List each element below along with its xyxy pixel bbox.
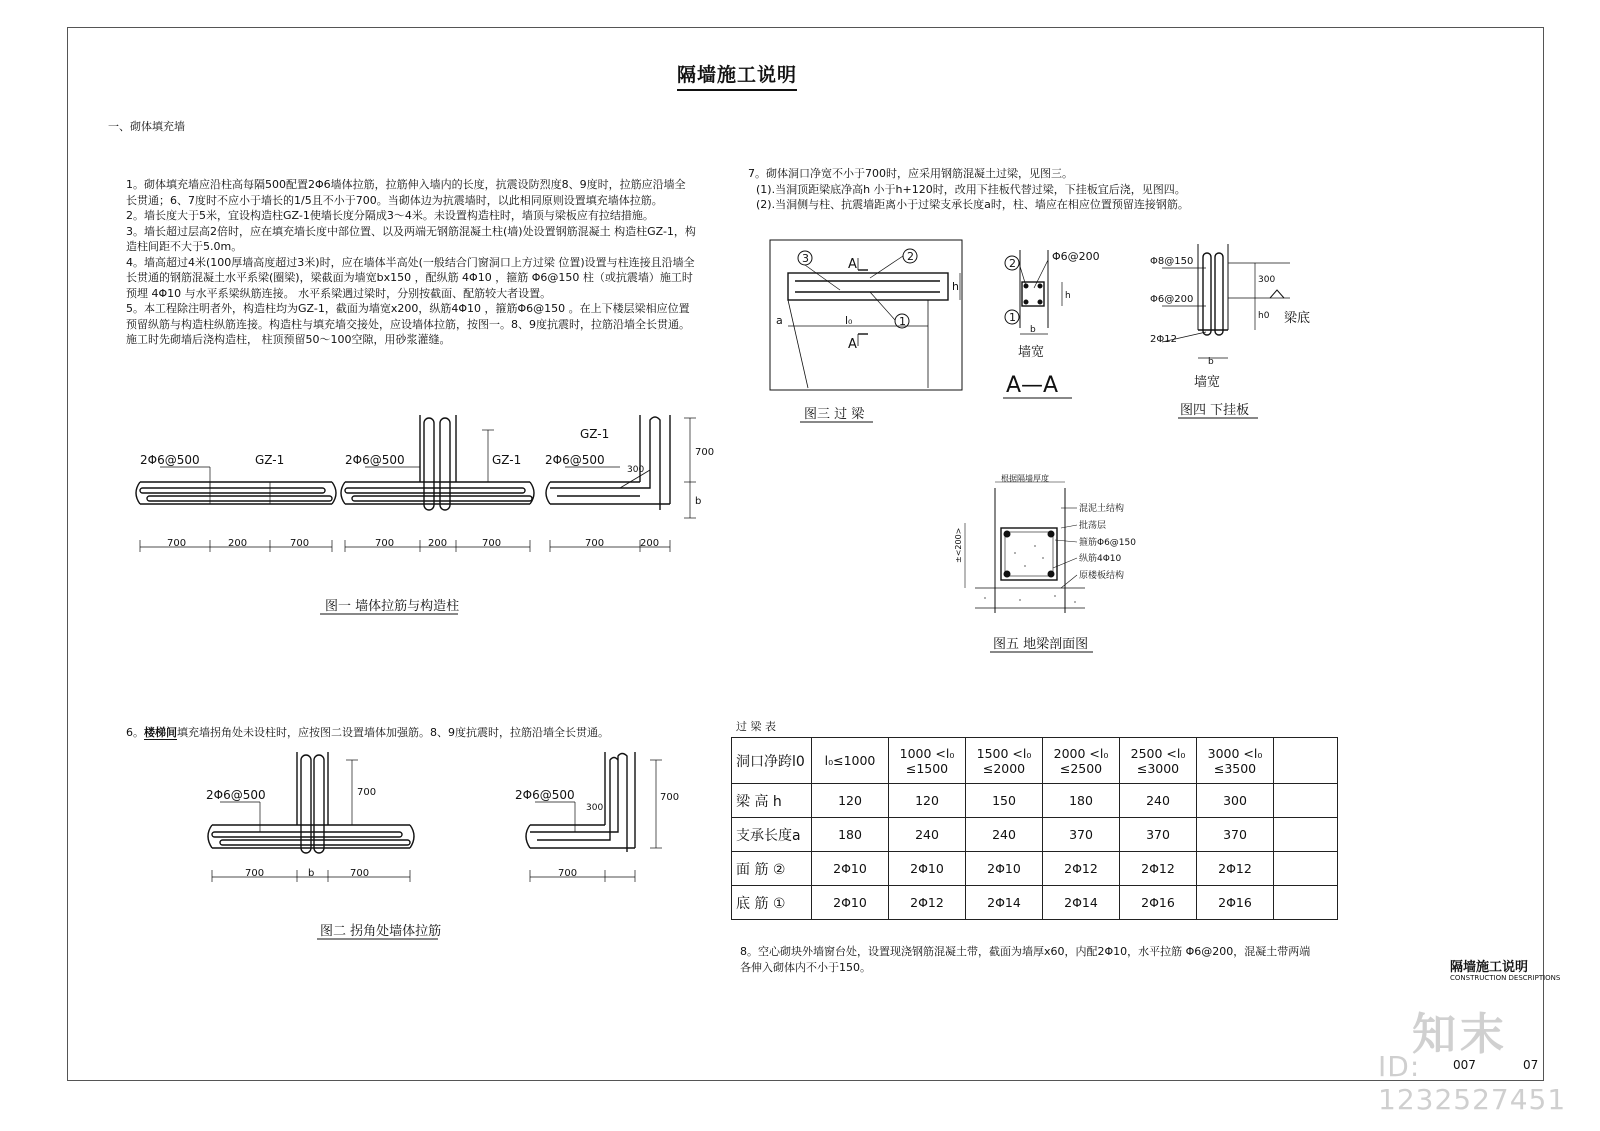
note-6	[126, 725, 686, 741]
table-cell: 2Φ12	[1197, 852, 1274, 886]
lintel-table-title: 过 梁 表	[736, 720, 776, 733]
fig4-wall: 墙宽	[1194, 375, 1221, 390]
table-cell: 2Φ10	[812, 852, 889, 886]
fig1-dim-700v: 700	[695, 447, 715, 458]
fig1-rebar-a: 2Φ6@500	[140, 453, 200, 467]
fig2-dim-b1: 700	[558, 868, 578, 879]
table-cell: 1000 <l₀ ≤1500	[889, 738, 966, 784]
fig4-rebar-3: 2Φ12	[1150, 334, 1177, 345]
table-cell: 2500 <l₀ ≤3000	[1120, 738, 1197, 784]
fig2-rebar-b: 2Φ6@500	[515, 788, 575, 802]
note-7-sub2: (2).当洞侧与柱、抗震墙距离小于过梁支承长度a时，柱、墙应在相应位置预留连接钢筋。	[756, 198, 1189, 211]
fig1-gz-b: GZ-1	[492, 453, 522, 467]
table-cell: 370	[1197, 818, 1274, 852]
page-number-short: 07	[1523, 1058, 1539, 1072]
fig1-dim-c2: 200	[640, 538, 660, 549]
fig2-rebar-a: 2Φ6@500	[206, 788, 266, 802]
table-cell: 1500 <l₀ ≤2000	[966, 738, 1043, 784]
table-cell: 支承长度a	[732, 818, 812, 852]
notes-1-5	[126, 177, 696, 348]
fig1-dim-c1: 700	[585, 538, 605, 549]
fig2-dim-700v-b: 700	[660, 792, 680, 803]
fig3-mark-2: 2	[907, 250, 914, 263]
fig2-dim-700v-a: 700	[357, 787, 377, 798]
figure-a-a	[1000, 238, 1130, 408]
table-cell: 面 筋 ②	[732, 852, 812, 886]
fig3-mark-1: 1	[899, 315, 906, 328]
table-cell: 梁 高 h	[732, 784, 812, 818]
fig2-dim-300: 300	[586, 803, 604, 813]
fig1-gz-c: GZ-1	[580, 427, 610, 441]
figaa-caption: A—A	[1006, 373, 1059, 398]
table-cell: 2000 <l₀ ≤2500	[1043, 738, 1120, 784]
fig1-rebar-b: 2Φ6@500	[345, 453, 405, 467]
lintel-table	[731, 737, 1338, 920]
note-5: 5。本工程除注明者外，构造柱均为GZ-1，截面为墙宽x200，纵筋4Φ10 ，箍筋Φ6@150 。在上下楼层梁相应位置预留纵筋与构造柱纵筋连接。构造柱与填充墙交接处，应设墙体拉筋，按图一。8、9度抗震时，拉筋沿墙全长贯通。施工时先砌墙后浇构造柱， 柱顶预留50～100空隙，用砂浆灌缝。	[126, 302, 690, 346]
fig2-caption: 图二 拐角处墙体拉筋	[320, 924, 442, 939]
table-cell: 2Φ16	[1197, 886, 1274, 920]
table-cell: 240	[966, 818, 1043, 852]
figaa-mark-1: 1	[1009, 311, 1016, 324]
table-cell: 2Φ16	[1120, 886, 1197, 920]
fig1-dim-a1: 700	[167, 538, 187, 549]
figure-3	[760, 228, 970, 428]
table-cell-empty	[1274, 784, 1338, 818]
table-cell-empty	[1274, 852, 1338, 886]
fig3-section-a-top: A	[848, 257, 857, 272]
fig2-dim-a1: 700	[245, 868, 265, 879]
table-cell: 底 筋 ①	[732, 886, 812, 920]
table-row	[732, 818, 1338, 852]
fig1-dim-b1: 700	[375, 538, 395, 549]
table-cell: l₀≤1000	[812, 738, 889, 784]
table-cell: 2Φ14	[966, 886, 1043, 920]
table-cell: 洞口净跨l0	[732, 738, 812, 784]
fig5-caption: 图五 地梁剖面图	[993, 637, 1089, 652]
watermark-logo: 知末	[1412, 1009, 1508, 1060]
figaa-h: h	[1065, 291, 1071, 301]
fig4-h0: h0	[1258, 311, 1270, 321]
table-cell: 3000 <l₀ ≤3500	[1197, 738, 1274, 784]
note-1: 1。砌体填充墙应沿柱高每隔500配置2Φ6墙体拉筋，拉筋伸入墙内的长度，抗震设防烈度8、9度时，拉筋应沿墙全长贯通；6、7度时不应小于墙长的1/5且不小于700。当砌体边为抗震墙时，以此相同原则设置填充墙体拉筋。	[126, 178, 686, 207]
fig3-l0: l₀	[845, 314, 853, 327]
table-cell: 370	[1120, 818, 1197, 852]
fig1-dim-a3: 700	[290, 538, 310, 549]
table-cell: 2Φ10	[966, 852, 1043, 886]
table-cell: 2Φ14	[1043, 886, 1120, 920]
table-cell-empty	[1274, 818, 1338, 852]
note-6-key: 楼梯间	[144, 726, 177, 739]
note-6-text: 填充墙拐角处未设柱时，应按图二设置墙体加强筋。8、9度抗震时，拉筋沿墙全长贯通。	[177, 726, 609, 739]
note-7-sub1: (1).当洞顶距梁底净高h 小于h+120时，改用下挂板代替过梁，下挂板宜后浇，见图四。	[756, 182, 1186, 196]
note-7	[748, 166, 1308, 213]
table-cell: 180	[1043, 784, 1120, 818]
figaa-wall: 墙宽	[1018, 345, 1045, 360]
figure-4	[1150, 238, 1350, 428]
table-cell: 150	[966, 784, 1043, 818]
figaa-mark-2: 2	[1009, 257, 1016, 270]
note-6-num: 6。	[126, 726, 144, 739]
fig1-dim-300: 300	[627, 465, 645, 475]
fig1-gz-a: GZ-1	[255, 453, 285, 467]
fig5-label-2: 批荡层	[1079, 521, 1107, 531]
fig5-top: 根据隔墙厚度	[1001, 474, 1049, 483]
fig1-dim-b3: 700	[482, 538, 502, 549]
table-cell: 2Φ10	[889, 852, 966, 886]
figure-5	[954, 474, 1165, 668]
table-cell: 120	[812, 784, 889, 818]
note-8: 8。空心砌块外墙窗台处，设置现浇钢筋混凝土带，截面为墙厚x60，内配2Φ10，水平拉筋 Φ6@200，混凝土带两端各伸入砌体内不小于150。	[740, 945, 1311, 974]
note-4: 4。墙高超过4米(100厚墙高度超过3米)时，应在墙体半高处(一般结合门窗洞口上方过梁 位置)设置与柱连接且沿墙全长贯通的钢筋混凝土水平系梁(圈梁)，梁截面为墙宽bx150 ，配纵筋 4Φ10 ，箍筋 Φ6@150 柱（或抗震墙）施工时预埋 4Φ10 与水平系梁纵筋连接。 水平系梁遇过梁时，分别按截面、配筋较大者设置。	[126, 255, 695, 300]
note-7-main: 7。砌体洞口净宽不小于700时，应采用钢筋混凝土过梁，见图三。	[748, 167, 1073, 180]
fig5-label-3: 箍筋Φ6@150	[1079, 538, 1136, 548]
table-row	[732, 852, 1338, 886]
fig1-rebar-c: 2Φ6@500	[545, 453, 605, 467]
table-cell: 2Φ12	[1120, 852, 1197, 886]
table-cell: 120	[889, 784, 966, 818]
fig5-label-1: 混泥土结构	[1079, 504, 1125, 514]
page-number: 007	[1453, 1058, 1476, 1072]
table-row	[732, 784, 1338, 818]
fig1-dim-a2: 200	[228, 538, 248, 549]
section-heading: 一、砌体填充墙	[108, 120, 185, 133]
figaa-stirrup: Φ6@200	[1052, 250, 1100, 263]
table-cell: 300	[1197, 784, 1274, 818]
table-cell-empty	[1274, 886, 1338, 920]
note-3: 3。墙长超过层高2倍时，应在填充墙长度中部位置、以及两端无钢筋混凝土柱(墙)处设置钢筋混凝土 构造柱GZ-1，构造柱间距不大于5.0m。	[126, 224, 696, 253]
fig4-caption: 图四 下挂板	[1180, 403, 1250, 418]
fig4-rebar-2: Φ6@200	[1150, 294, 1194, 305]
table-cell: 2Φ12	[889, 886, 966, 920]
fig4-b: b	[1208, 357, 1214, 367]
table-cell: 240	[1120, 784, 1197, 818]
table-cell: 2Φ12	[1043, 852, 1120, 886]
fig2-dim-a2: b	[308, 868, 315, 879]
fig2-dim-a3: 700	[350, 868, 370, 879]
fig3-a: a	[776, 314, 783, 327]
fig5-side: ±<200>	[954, 527, 963, 563]
table-cell: 180	[812, 818, 889, 852]
fig4-beam-bottom: 梁底	[1284, 311, 1311, 326]
sheet-name: 隔墙施工说明	[1450, 960, 1529, 975]
figaa-b: b	[1030, 325, 1036, 335]
fig3-section-a-bot: A	[848, 337, 857, 352]
table-cell-empty	[1274, 738, 1338, 784]
table-cell: 370	[1043, 818, 1120, 852]
page-title: 隔墙施工说明	[677, 60, 797, 91]
sheet-subtitle: CONSTRUCTION DESCRIPTIONS	[1450, 974, 1561, 982]
fig1-caption: 图一 墙体拉筋与构造柱	[325, 599, 460, 614]
figure-2	[200, 740, 680, 955]
fig3-caption: 图三 过 梁	[804, 407, 865, 422]
fig5-label-4: 纵筋4Φ10	[1079, 554, 1122, 564]
fig4-rebar-1: Φ8@150	[1150, 256, 1194, 267]
note-2: 2。墙长度大于5米，宜设构造柱GZ-1使墙长度分隔成3～4米。未设置构造柱时，墙顶与梁板应有拉结措施。	[126, 209, 654, 222]
table-row	[732, 738, 1338, 784]
watermark-id: ID: 1232527451	[1378, 1050, 1567, 1116]
figure-1	[120, 400, 720, 625]
fig5-label-5: 原楼板结构	[1079, 571, 1125, 581]
table-cell: 240	[889, 818, 966, 852]
table-row	[732, 886, 1338, 920]
fig3-h: h	[952, 280, 959, 293]
fig3-mark-3: 3	[802, 252, 809, 265]
fig1-dim-b2: 200	[428, 538, 448, 549]
table-cell: 2Φ10	[812, 886, 889, 920]
fig4-dim-300: 300	[1258, 275, 1276, 285]
fig1-dim-b: b	[695, 496, 702, 507]
